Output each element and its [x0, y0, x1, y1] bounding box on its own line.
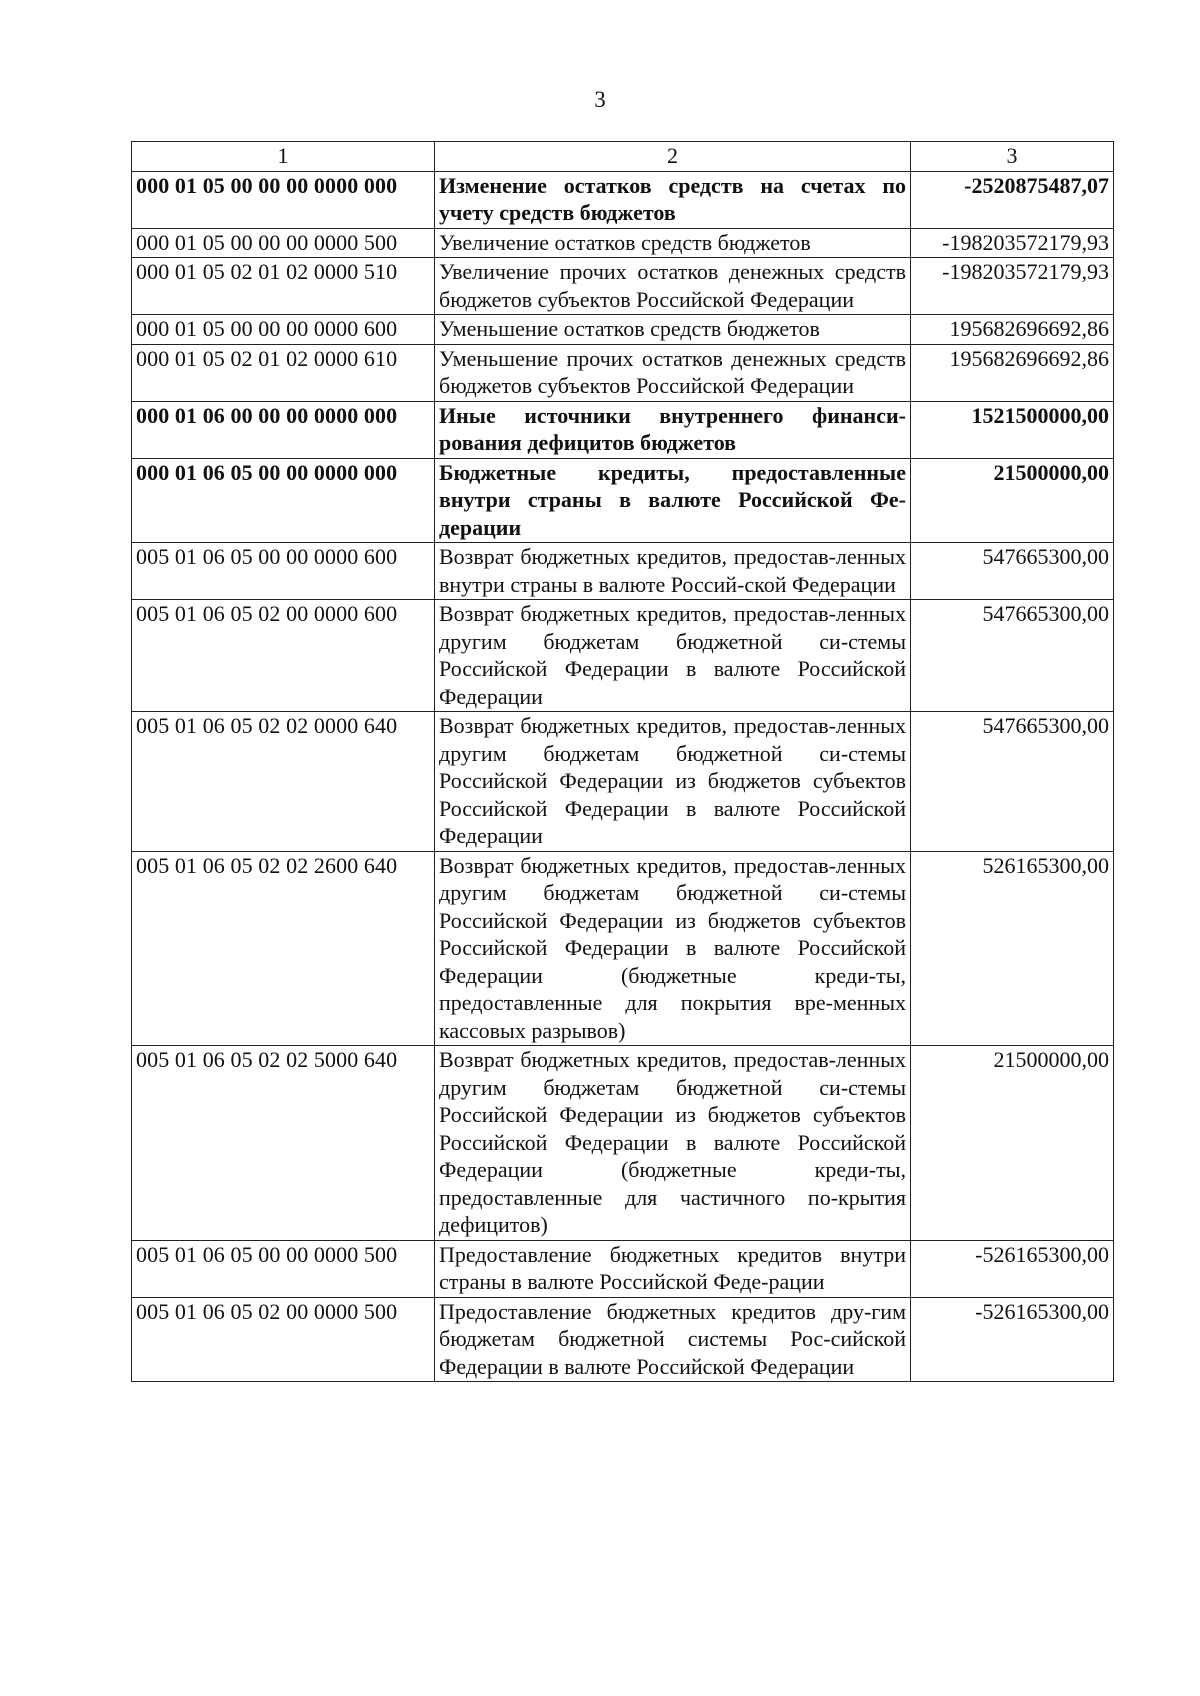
amount-cell: 547665300,00 — [911, 712, 1114, 852]
amount-cell: 547665300,00 — [911, 600, 1114, 712]
table-row — [132, 1046, 1114, 1241]
table-row — [132, 1240, 1114, 1297]
amount-cell: 1521500000,00 — [911, 401, 1114, 458]
amount-cell: -526165300,00 — [911, 1240, 1114, 1297]
source-name-cell: Уменьшение остатков средств бюджетов — [435, 315, 911, 345]
budget-code-cell: 000 01 05 02 01 02 0000 610 — [132, 344, 435, 401]
source-name-cell: Увеличение остатков средств бюджетов — [435, 228, 911, 258]
amount-cell: -2520875487,07 — [911, 171, 1114, 228]
source-name-cell: Возврат бюджетных кредитов, предостав-ленных другим бюджетам бюджетной си-стемы Российской Федерации из бюджетов субъектов Российской Федерации в валюте Российской Федерации (бюджетные креди-ты, предоставленные для частичного по-крытия дефицитов) — [435, 1046, 911, 1241]
budget-code-cell: 000 01 05 00 00 00 0000 500 — [132, 228, 435, 258]
page-number: 3 — [594, 87, 606, 112]
amount-cell: 21500000,00 — [911, 1046, 1114, 1241]
table-row — [132, 344, 1114, 401]
table-row — [132, 315, 1114, 345]
column-header: 3 — [911, 142, 1114, 172]
table-row — [132, 543, 1114, 600]
budget-code-cell: 000 01 05 00 00 00 0000 000 — [132, 171, 435, 228]
budget-code-cell: 005 01 06 05 02 00 0000 600 — [132, 600, 435, 712]
source-name-cell: Увеличение прочих остатков денежных средств бюджетов субъектов Российской Федерации — [435, 258, 911, 315]
source-name-cell: Иные источники внутреннего финанси-рования дефицитов бюджетов — [435, 401, 911, 458]
source-name-cell: Предоставление бюджетных кредитов дру-гим бюджетам бюджетной системы Рос-сийской Федерации в валюте Российской Федерации — [435, 1297, 911, 1382]
budget-code-cell: 005 01 06 05 02 00 0000 500 — [132, 1297, 435, 1382]
table-row — [132, 258, 1114, 315]
table-row — [132, 401, 1114, 458]
source-name-cell: Возврат бюджетных кредитов, предостав-ленных другим бюджетам бюджетной си-стемы Российской Федерации из бюджетов субъектов Российской Федерации в валюте Российской Федерации (бюджетные креди-ты, предоставленные для покрытия вре-менных кассовых разрывов) — [435, 851, 911, 1046]
column-header: 2 — [435, 142, 911, 172]
source-name-cell: Изменение остатков средств на счетах по учету средств бюджетов — [435, 171, 911, 228]
source-name-cell: Возврат бюджетных кредитов, предостав-ленных другим бюджетам бюджетной си-стемы Российской Федерации в валюте Российской Федерации — [435, 600, 911, 712]
amount-cell: 547665300,00 — [911, 543, 1114, 600]
table-row — [132, 712, 1114, 852]
budget-code-cell: 000 01 06 05 00 00 0000 000 — [132, 458, 435, 543]
table-row — [132, 171, 1114, 228]
amount-cell: -526165300,00 — [911, 1297, 1114, 1382]
amount-cell: -198203572179,93 — [911, 258, 1114, 315]
table-row — [132, 1297, 1114, 1382]
source-name-cell: Возврат бюджетных кредитов, предостав-ленных другим бюджетам бюджетной си-стемы Российской Федерации из бюджетов субъектов Российской Федерации в валюте Российской Федерации — [435, 712, 911, 852]
budget-code-cell: 000 01 05 02 01 02 0000 510 — [132, 258, 435, 315]
budget-sources-table — [131, 141, 1114, 1382]
table-row — [132, 600, 1114, 712]
budget-code-cell: 005 01 06 05 02 02 5000 640 — [132, 1046, 435, 1241]
source-name-cell: Уменьшение прочих остатков денежных средств бюджетов субъектов Российской Федерации — [435, 344, 911, 401]
column-header: 1 — [132, 142, 435, 172]
budget-code-cell: 000 01 06 00 00 00 0000 000 — [132, 401, 435, 458]
budget-code-cell: 005 01 06 05 02 02 2600 640 — [132, 851, 435, 1046]
table-row — [132, 851, 1114, 1046]
table-row — [132, 458, 1114, 543]
amount-cell: 195682696692,86 — [911, 344, 1114, 401]
amount-cell: 526165300,00 — [911, 851, 1114, 1046]
table-row — [132, 228, 1114, 258]
source-name-cell: Возврат бюджетных кредитов, предостав-ленных внутри страны в валюте Россий-ской Федерации — [435, 543, 911, 600]
amount-cell: -198203572179,93 — [911, 228, 1114, 258]
source-name-cell: Предоставление бюджетных кредитов внутри страны в валюте Российской Феде-рации — [435, 1240, 911, 1297]
source-name-cell: Бюджетные кредиты, предоставленные внутри страны в валюте Российской Фе-дерации — [435, 458, 911, 543]
amount-cell: 21500000,00 — [911, 458, 1114, 543]
budget-code-cell: 005 01 06 05 00 00 0000 600 — [132, 543, 435, 600]
budget-code-cell: 000 01 05 00 00 00 0000 600 — [132, 315, 435, 345]
budget-code-cell: 005 01 06 05 00 00 0000 500 — [132, 1240, 435, 1297]
column-number-row — [132, 142, 1114, 172]
amount-cell: 195682696692,86 — [911, 315, 1114, 345]
table-body — [132, 171, 1114, 1382]
budget-code-cell: 005 01 06 05 02 02 0000 640 — [132, 712, 435, 852]
